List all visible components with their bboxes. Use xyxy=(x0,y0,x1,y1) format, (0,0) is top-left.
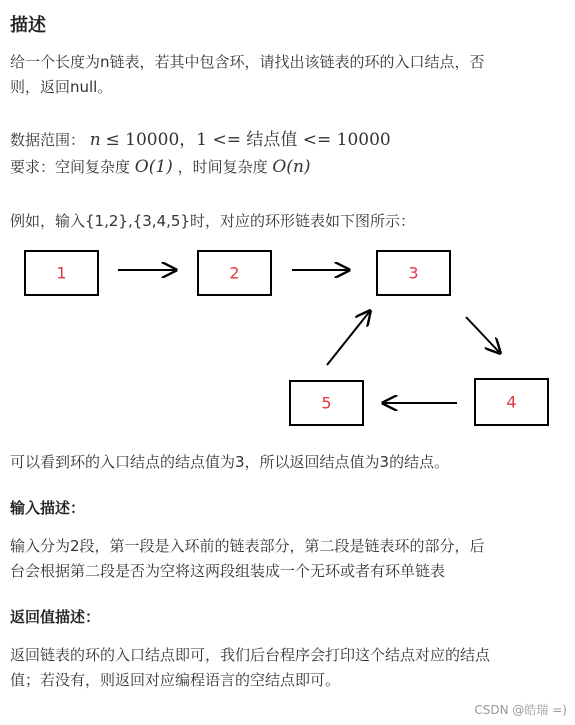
input-desc-heading: 输入描述： xyxy=(10,499,86,517)
data-range-label: 数据范围： xyxy=(10,131,86,149)
data-range-condition: ≤ 10000，1 <= 结点值 <= 10000 xyxy=(105,130,391,150)
node-5-label: 5 xyxy=(321,393,332,413)
watermark: CSDN @皓瑞 =) xyxy=(474,703,567,717)
intro-line-2: 则，返回null。 xyxy=(10,78,113,96)
requirement-mid: ，时间复杂度 xyxy=(177,158,273,176)
requirement-label: 要求：空间复杂度 xyxy=(10,158,135,176)
time-complexity: O(n) xyxy=(272,157,311,177)
conclusion-text: 可以看到环的入口结点的结点值为3，所以返回结点值为3的结点。 xyxy=(10,453,450,471)
input-desc-line-1: 输入分为2段，第一段是入环前的链表部分，第二段是链表环的部分，后 xyxy=(10,537,485,555)
example-text: 例如，输入{1,2},{3,4,5}时，对应的环形链表如下图所示： xyxy=(10,212,415,230)
return-desc-line-2: 值；若没有，则返回对应编程语言的空结点即可。 xyxy=(10,671,341,689)
node-3-label: 3 xyxy=(408,263,419,283)
arrow-5-to-3 xyxy=(327,311,370,365)
data-range xyxy=(10,128,391,153)
node-4-label: 4 xyxy=(506,392,517,412)
intro-line-1: 给一个长度为n链表，若其中包含环，请找出该链表的环的入口结点，否 xyxy=(10,53,485,71)
node-1-label: 1 xyxy=(56,263,67,283)
return-desc-line-1: 返回链表的环的入口结点即可，我们后台程序会打印这个结点对应的结点 xyxy=(10,646,491,664)
linked-list-diagram xyxy=(0,240,575,440)
data-range-var: n xyxy=(89,130,101,150)
return-desc-heading: 返回值描述： xyxy=(10,608,101,626)
input-desc-line-2: 台会根据第二段是否为空将这两段组装成一个无环或者有环单链表 xyxy=(10,562,446,580)
requirement xyxy=(10,155,311,180)
section-title: 描述 xyxy=(10,15,46,36)
space-complexity: O(1) xyxy=(134,157,173,177)
arrow-3-to-4 xyxy=(466,317,500,353)
node-2-label: 2 xyxy=(229,263,240,283)
